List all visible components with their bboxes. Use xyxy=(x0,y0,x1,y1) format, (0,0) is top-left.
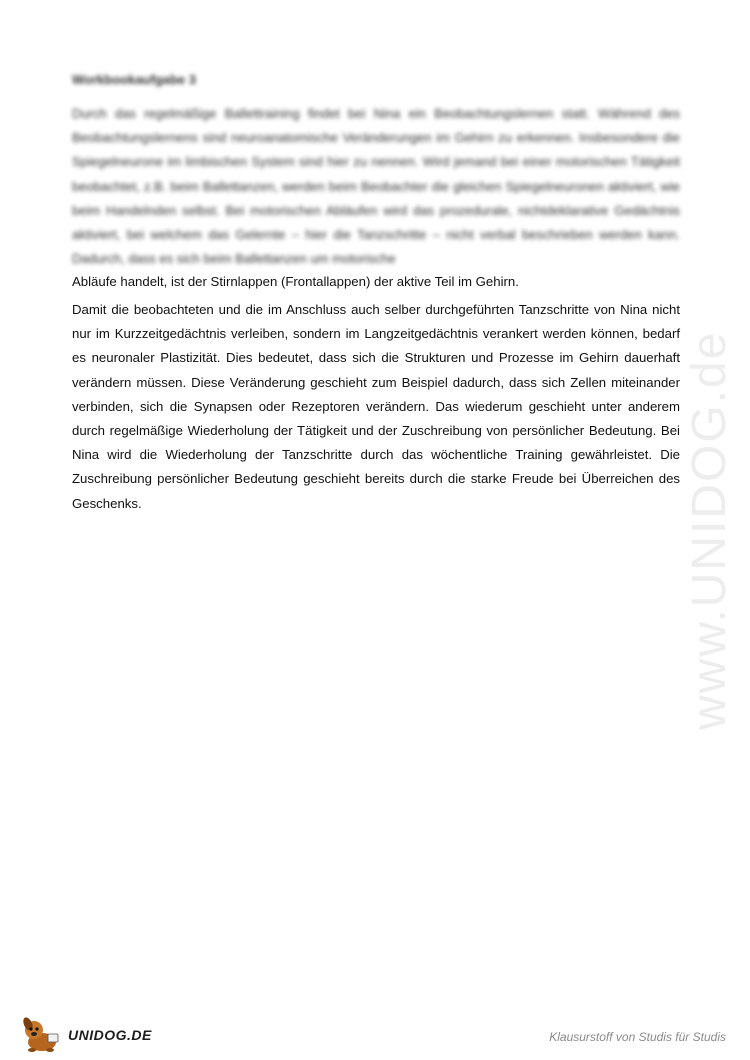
dog-icon xyxy=(20,1014,64,1054)
logo-text: UNIDOG.DE xyxy=(68,1027,152,1043)
unidog-logo xyxy=(20,1014,160,1054)
paragraph-continuation: Abläufe handelt, ist der Stirnlappen (Frontallappen) der aktive Teil im Gehirn. xyxy=(72,274,519,289)
watermark: www.UNIDOG.de xyxy=(683,330,736,730)
blurred-paragraph: Durch das regelmäßige Ballettraining findet bei Nina ein Beobachtungslernen statt. Während des Beobachtungslernens sind neuroanatomische Veränderungen im Gehirn zu erkennen. Insbesondere die Spiegelneurone im limbischen System sind hier zu nennen. Wird jemand bei einer motorischen Tätigkeit beobachtet, z.B. beim Ballettanzen, werden beim Beobachter die gleichen Spiegelneuronen aktiviert, wie beim Handelnden selbst. Bei motorischen Abläufen wird das prozedurale, nichtdeklarative Gedächtnis aktiviert, bei welchem das Gelernte – hier die Tanzschritte – nicht verbal beschrieben werden kann. Dadurch, dass es sich beim Ballettanzen um motorische xyxy=(72,106,680,267)
body-paragraph: Damit die beobachteten und die im Anschluss auch selber durchgeführten Tanzschritte von Nina nicht nur im Kurzzeitgedächtnis verleiben, sondern im Langzeitgedächtnis verankert werden können, bedarf es neuronaler Plastizität. Dies bedeutet, dass sich die Strukturen und Prozesse im Gehirn dauerhaft verändern müssen. Diese Veränderung geschieht zum Beispiel dadurch, dass sich Zellen miteinander verbinden, sich die Synapsen oder Rezeptoren verändern. Das wiederum geschieht unter anderem durch regelmäßige Wiederholung der Tätigkeit und der Zuschreibung von persönlicher Bedeutung. Bei Nina wird die Wiederholung der Tanzschritte durch das wöchentliche Training gewährleistet. Die Zuschreibung persönlicher Bedeutung geschieht bereits durch die starke Freude bei Überreichen des Geschenks. xyxy=(72,302,680,511)
section-heading: Workbookaufgabe 3 xyxy=(72,72,197,87)
footer-tagline: Klausurstoff von Studis für Studis xyxy=(549,1030,726,1044)
